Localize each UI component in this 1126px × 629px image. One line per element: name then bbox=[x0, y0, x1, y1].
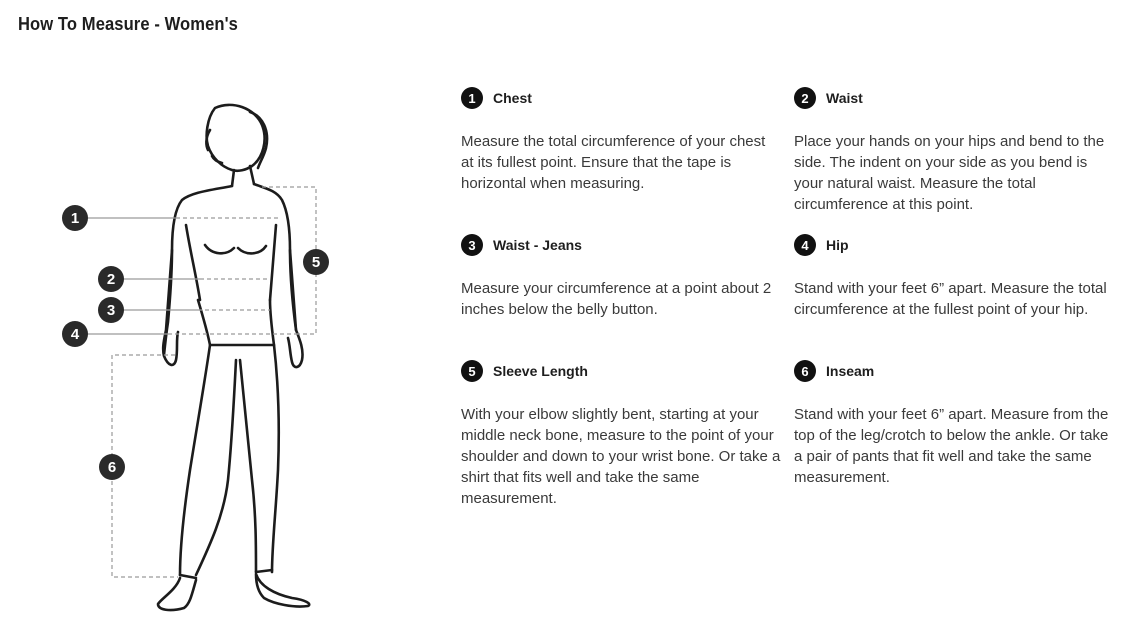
measure-item-sleeve-length bbox=[461, 359, 781, 509]
item-title: Inseam bbox=[826, 363, 875, 379]
marker-5-label: 5 bbox=[311, 254, 321, 271]
item-title: Waist bbox=[826, 90, 863, 106]
marker-4 bbox=[62, 321, 88, 347]
marker-3-label: 3 bbox=[106, 302, 116, 319]
number-badge: 2 bbox=[794, 87, 816, 109]
marker-2 bbox=[98, 266, 124, 292]
marker-3 bbox=[98, 297, 124, 323]
marker-1-label: 1 bbox=[70, 210, 80, 227]
number-badge: 4 bbox=[794, 234, 816, 256]
marker-1 bbox=[62, 205, 88, 231]
item-description: Stand with your feet 6” apart. Measure the total circumference at the fullest point of your hip. bbox=[794, 280, 1107, 318]
item-title: Sleeve Length bbox=[493, 363, 588, 379]
item-description: Stand with your feet 6” apart. Measure from the top of the leg/crotch to below the ankle. Or take a pair of pants that fit well and take the same measurement. bbox=[794, 406, 1109, 486]
marker-2-label: 2 bbox=[106, 271, 116, 288]
measure-item-hip bbox=[794, 233, 1114, 320]
item-description: With your elbow slightly bent, starting at your middle neck bone, measure to the point of your shoulder and down to your wrist bone. Or take a shirt that fits well and take the same measurement. bbox=[461, 406, 781, 507]
marker-4-label: 4 bbox=[70, 326, 80, 343]
item-title: Chest bbox=[493, 90, 532, 106]
measure-item-inseam bbox=[794, 359, 1114, 488]
measure-item-waist-jeans bbox=[461, 233, 781, 320]
marker-5 bbox=[303, 249, 329, 275]
marker-6-label: 6 bbox=[107, 459, 117, 476]
marker-6 bbox=[99, 454, 125, 480]
woman-figure-illustration bbox=[40, 80, 380, 620]
number-badge: 6 bbox=[794, 360, 816, 382]
measure-item-chest bbox=[461, 86, 781, 194]
page-title: How To Measure - Women's bbox=[18, 14, 238, 34]
number-badge: 1 bbox=[461, 87, 483, 109]
item-description: Measure your circumference at a point about 2 inches below the belly button. bbox=[461, 280, 772, 318]
item-title: Waist - Jeans bbox=[493, 237, 582, 253]
measure-item-waist bbox=[794, 86, 1114, 215]
number-badge: 5 bbox=[461, 360, 483, 382]
item-title: Hip bbox=[826, 237, 849, 253]
item-description: Measure the total circumference of your chest at its fullest point. Ensure that the tape is horizontal when measuring. bbox=[461, 133, 766, 192]
number-badge: 3 bbox=[461, 234, 483, 256]
item-description: Place your hands on your hips and bend to the side. The indent on your side as you bend is your natural waist. Measure the total circumference at this point. bbox=[794, 133, 1105, 213]
